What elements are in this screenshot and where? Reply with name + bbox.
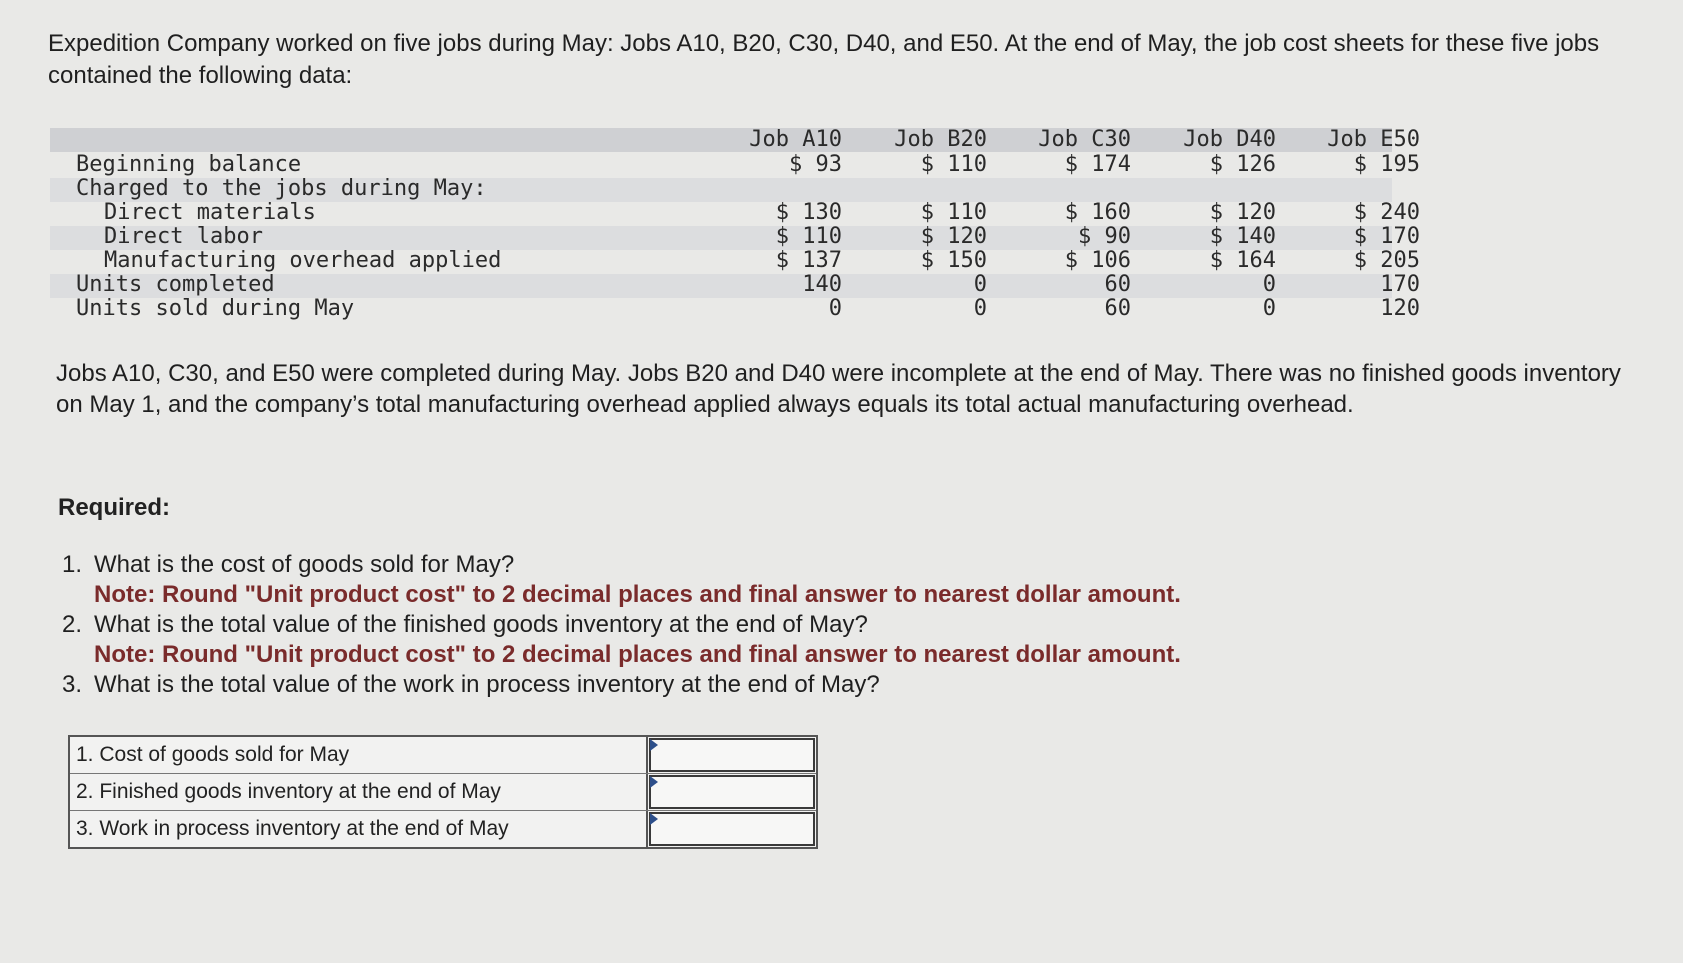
row-label: Direct labor [104, 224, 263, 249]
question-item [58, 610, 1458, 640]
question-item [58, 550, 1458, 580]
row-label: Manufacturing overhead applied [104, 248, 502, 273]
question-item [58, 670, 1458, 700]
column-header: Job B20 [894, 127, 987, 152]
table-cell: 120 [1380, 296, 1420, 321]
question-note: Note: Round "Unit product cost" to 2 decimal places and final answer to nearest dollar amount. [94, 641, 1181, 668]
input-marker-icon [650, 739, 658, 751]
answer-row [70, 811, 816, 847]
row-label: Charged to the jobs during May: [76, 176, 487, 201]
table-cell: 0 [1262, 296, 1276, 321]
table-row [50, 152, 1420, 178]
table-cell: $ 195 [1353, 152, 1420, 177]
table-cell: $ 126 [1209, 152, 1276, 177]
input-marker-icon [650, 776, 658, 788]
question-list [58, 550, 1458, 700]
table-cell: $ 110 [775, 224, 842, 249]
column-header: Job A10 [749, 127, 842, 152]
table-cell: 0 [1262, 272, 1276, 297]
table-cell: $ 160 [1064, 200, 1131, 225]
table-row [50, 272, 1420, 298]
table-row [50, 248, 1420, 274]
table-cell: $ 164 [1209, 248, 1276, 273]
column-header: Job D40 [1183, 127, 1276, 152]
input-marker-icon [650, 813, 658, 825]
row-label: Beginning balance [76, 152, 302, 177]
table-cell: $ 170 [1353, 224, 1420, 249]
table-cell: $ 150 [920, 248, 987, 273]
table-row [50, 176, 1392, 202]
table-cell: $ 205 [1353, 248, 1420, 273]
table-header-row [50, 127, 1420, 153]
table-cell: 0 [973, 272, 987, 297]
question-number: 2. [62, 611, 83, 638]
table-cell: $ 137 [775, 248, 842, 273]
answer-label: 1. Cost of goods sold for May [70, 737, 648, 773]
question-text: What is the total value of the work in process inventory at the end of May? [94, 671, 880, 698]
table-cell: 60 [1104, 296, 1131, 321]
table-cell: $ 120 [920, 224, 987, 249]
answer-row [70, 737, 816, 774]
row-label: Direct materials [104, 200, 316, 225]
table-cell: 0 [828, 296, 842, 321]
table-cell: $ 93 [789, 152, 842, 177]
question-note: Note: Round "Unit product cost" to 2 decimal places and final answer to nearest dollar amount. [94, 581, 1181, 608]
column-header: Job C30 [1038, 127, 1131, 152]
answer-label: 3. Work in process inventory at the end of May [70, 811, 648, 847]
table-cell: 60 [1104, 272, 1131, 297]
cogs-answer-input[interactable] [649, 738, 815, 772]
column-header: Job E50 [1327, 127, 1420, 152]
finished-goods-answer-input[interactable] [649, 775, 815, 809]
table-cell: $ 174 [1064, 152, 1131, 177]
intro-text: Expedition Company worked on five jobs during May: Jobs A10, B20, C30, D40, and E50. At the end of May, the job cost sheets for these five jobs contained the following data: [48, 30, 1600, 89]
table-cell: $ 90 [1078, 224, 1131, 249]
row-label: Units completed [76, 272, 275, 297]
table-cell: 170 [1380, 272, 1420, 297]
row-label: Units sold during May [76, 296, 355, 321]
table-cell: $ 140 [1209, 224, 1276, 249]
table-cell: $ 110 [920, 200, 987, 225]
table-cell: 0 [973, 296, 987, 321]
wip-answer-input[interactable] [649, 812, 815, 846]
table-cell: $ 120 [1209, 200, 1276, 225]
table-row [50, 296, 1420, 322]
answer-row [70, 774, 816, 811]
question-text: What is the cost of goods sold for May? [94, 551, 515, 578]
required-heading: Required: [58, 494, 171, 521]
table-cell: $ 110 [920, 152, 987, 177]
table-row [50, 200, 1420, 226]
answer-table [68, 735, 818, 849]
table-cell: $ 106 [1064, 248, 1131, 273]
answer-label: 2. Finished goods inventory at the end of May [70, 774, 648, 810]
context-paragraph: Jobs A10, C30, and E50 were completed during May. Jobs B20 and D40 were incomplete at the end of May. There was no finished goods inventory on May 1, and the company’s total manufacturing overhead applied always equals its total actual manufacturing overhead. [56, 360, 1621, 418]
table-row [50, 224, 1420, 250]
table-cell: $ 130 [775, 200, 842, 225]
table-cell: $ 240 [1353, 200, 1420, 225]
question-number: 1. [62, 551, 83, 578]
question-number: 3. [62, 671, 83, 698]
question-text: What is the total value of the finished goods inventory at the end of May? [94, 611, 868, 638]
table-cell: 140 [802, 272, 842, 297]
